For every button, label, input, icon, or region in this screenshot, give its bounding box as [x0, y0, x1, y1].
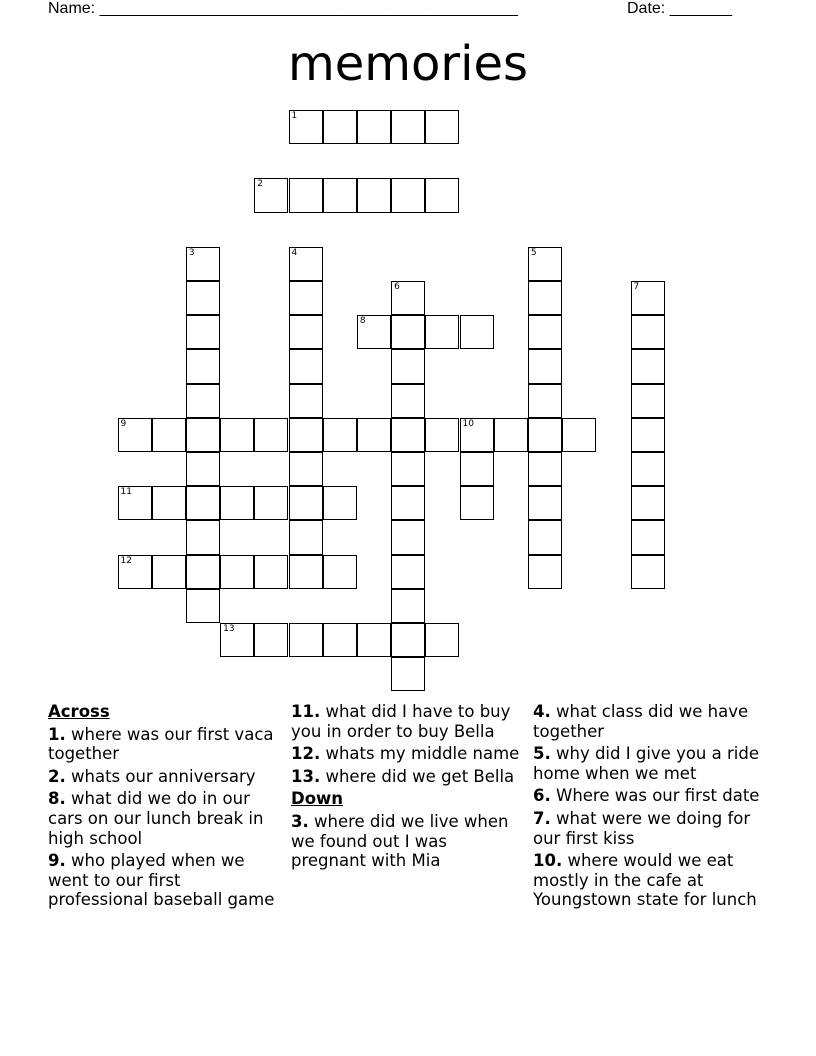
- grid-cell[interactable]: [631, 452, 665, 486]
- grid-cell[interactable]: [220, 418, 254, 452]
- clue-number: 9.: [48, 851, 66, 871]
- clue-number: 8.: [48, 789, 66, 809]
- clue-number-label: 3: [188, 247, 195, 258]
- across-heading: Across: [48, 702, 110, 721]
- grid-cell[interactable]: [186, 349, 220, 383]
- clues-column-1: [48, 702, 278, 913]
- grid-cell[interactable]: [289, 281, 323, 315]
- grid-cell[interactable]: [254, 178, 288, 212]
- clue-number: 13.: [291, 766, 321, 786]
- grid-cell[interactable]: [425, 623, 459, 657]
- name-field[interactable]: Name: _______________________________________________: [48, 0, 518, 17]
- grid-cell[interactable]: [186, 247, 220, 281]
- clue-number-label: 7: [633, 282, 640, 292]
- grid-cell[interactable]: [391, 315, 425, 349]
- grid-cell[interactable]: [254, 486, 288, 520]
- clue-down-3: [291, 812, 526, 871]
- grid-cell[interactable]: [357, 418, 391, 452]
- grid-cell[interactable]: [631, 281, 665, 315]
- grid-cell[interactable]: [186, 315, 220, 349]
- clue-number-label: 10: [462, 418, 474, 429]
- grid-cell[interactable]: [391, 657, 425, 691]
- grid-cell[interactable]: [323, 486, 357, 520]
- down-heading: Down: [291, 789, 344, 809]
- clue-number: 3.: [291, 811, 309, 831]
- clue-number-label: 1: [291, 111, 298, 121]
- clue-down-7: [533, 809, 768, 848]
- clue-across-12: [291, 744, 526, 764]
- grid-cell[interactable]: [357, 178, 391, 212]
- grid-cell[interactable]: [357, 623, 391, 657]
- grid-cell[interactable]: [391, 384, 425, 418]
- grid-cell[interactable]: [425, 315, 459, 349]
- clue-text: who played when we went to our first professional baseball game: [48, 851, 275, 910]
- clue-text: where was our first vaca together: [48, 724, 274, 764]
- clue-number: 5.: [533, 744, 551, 764]
- clue-down-6: [533, 786, 768, 806]
- grid-cell[interactable]: [186, 486, 220, 520]
- clue-text: why did I give you a ride home when we met: [533, 744, 759, 783]
- grid-cell[interactable]: [391, 520, 425, 554]
- grid-cell[interactable]: [186, 281, 220, 315]
- grid-cell[interactable]: [391, 281, 425, 315]
- grid-cell[interactable]: [289, 623, 323, 657]
- grid-cell[interactable]: [631, 418, 665, 452]
- grid-cell[interactable]: [186, 418, 220, 452]
- clue-across-9: [48, 851, 278, 910]
- clue-text: Where was our first date: [556, 786, 760, 806]
- clue-text: what class did we have together: [533, 702, 749, 741]
- clue-down-10: [533, 851, 768, 910]
- grid-cell[interactable]: [186, 589, 220, 623]
- grid-cell[interactable]: [391, 178, 425, 212]
- clue-number-label: 12: [120, 555, 132, 566]
- grid-cell[interactable]: [289, 178, 323, 212]
- grid-cell[interactable]: [631, 315, 665, 349]
- clue-across-13: [291, 767, 526, 787]
- grid-cell[interactable]: [254, 555, 288, 589]
- grid-cell[interactable]: [391, 452, 425, 486]
- grid-cell[interactable]: [528, 520, 562, 554]
- grid-cell[interactable]: [425, 418, 459, 452]
- clue-text: where would we eat mostly in the cafe at Youngstown state for lunch: [533, 851, 757, 910]
- grid-cell[interactable]: [631, 349, 665, 383]
- clue-across-2: [48, 767, 278, 787]
- clue-down-4: [533, 702, 768, 741]
- grid-cell[interactable]: [460, 486, 494, 520]
- grid-cell[interactable]: [186, 452, 220, 486]
- clue-text: what did I have to buy you in order to buy Bella: [291, 702, 511, 741]
- clue-number-label: 5: [530, 247, 537, 258]
- clue-text: whats our anniversary: [71, 766, 256, 786]
- clue-text: where did we get Bella: [325, 766, 515, 786]
- grid-cell[interactable]: [460, 315, 494, 349]
- grid-cell[interactable]: [220, 555, 254, 589]
- grid-cell[interactable]: [528, 384, 562, 418]
- clues-column-3: [533, 702, 768, 913]
- clue-number-label: 8: [359, 316, 366, 327]
- grid-cell[interactable]: [425, 110, 459, 144]
- clue-number: 7.: [533, 808, 551, 828]
- grid-cell[interactable]: [289, 555, 323, 589]
- clue-number: 1.: [48, 724, 66, 744]
- grid-cell[interactable]: [631, 384, 665, 418]
- grid-cell[interactable]: [631, 486, 665, 520]
- grid-cell[interactable]: [391, 555, 425, 589]
- grid-cell[interactable]: [357, 315, 391, 349]
- grid-cell[interactable]: [118, 418, 152, 452]
- grid-cell[interactable]: [528, 349, 562, 383]
- grid-cell[interactable]: [254, 623, 288, 657]
- grid-cell[interactable]: [323, 418, 357, 452]
- grid-cell[interactable]: [528, 418, 562, 452]
- grid-cell[interactable]: [254, 418, 288, 452]
- grid-cell[interactable]: [289, 247, 323, 281]
- clue-number-label: 13: [223, 624, 235, 634]
- grid-cell[interactable]: [391, 418, 425, 452]
- grid-cell[interactable]: [186, 384, 220, 418]
- grid-cell[interactable]: [460, 418, 494, 452]
- grid-cell[interactable]: [186, 520, 220, 554]
- grid-cell[interactable]: [118, 486, 152, 520]
- grid-cell[interactable]: [528, 281, 562, 315]
- clue-across-8: [48, 789, 278, 848]
- grid-cell[interactable]: [289, 349, 323, 383]
- clue-number: 4.: [533, 702, 551, 721]
- grid-cell[interactable]: [152, 486, 186, 520]
- puzzle-title: memories: [287, 36, 529, 92]
- grid-cell[interactable]: [528, 452, 562, 486]
- grid-cell[interactable]: [528, 486, 562, 520]
- clue-number-label: 4: [291, 247, 298, 258]
- clue-number: 12.: [291, 744, 321, 764]
- clue-text: what were we doing for our first kiss: [533, 808, 751, 848]
- grid-cell[interactable]: [528, 247, 562, 281]
- grid-cell[interactable]: [391, 110, 425, 144]
- grid-cell[interactable]: [289, 520, 323, 554]
- clue-number: 6.: [533, 786, 551, 806]
- grid-cell[interactable]: [289, 110, 323, 144]
- grid-cell[interactable]: [391, 486, 425, 520]
- grid-cell[interactable]: [289, 315, 323, 349]
- grid-cell[interactable]: [494, 418, 528, 452]
- grid-cell[interactable]: [289, 384, 323, 418]
- grid-cell[interactable]: [528, 555, 562, 589]
- clue-number: 11.: [291, 702, 321, 721]
- grid-cell[interactable]: [391, 349, 425, 383]
- grid-cell[interactable]: [631, 555, 665, 589]
- grid-cell[interactable]: [391, 623, 425, 657]
- grid-cell[interactable]: [323, 623, 357, 657]
- grid-cell[interactable]: [323, 555, 357, 589]
- clue-across-11: [291, 702, 526, 741]
- date-field[interactable]: Date: _______: [627, 0, 732, 17]
- clue-down-5: [533, 744, 768, 783]
- grid-cell[interactable]: [391, 589, 425, 623]
- grid-cell[interactable]: [289, 452, 323, 486]
- grid-cell[interactable]: [220, 486, 254, 520]
- grid-cell[interactable]: [152, 418, 186, 452]
- grid-cell[interactable]: [289, 486, 323, 520]
- clue-number-label: 6: [394, 282, 400, 292]
- grid-cell[interactable]: [460, 452, 494, 486]
- grid-cell[interactable]: [357, 110, 391, 144]
- clue-number: 10.: [533, 851, 563, 871]
- clue-text: whats my middle name: [325, 744, 520, 764]
- grid-cell[interactable]: [118, 555, 152, 589]
- clue-across-1: [48, 725, 278, 764]
- clue-text: where did we live when we found out I was pregnant with Mia: [291, 811, 509, 871]
- clue-number-label: 2: [257, 179, 264, 190]
- grid-cell[interactable]: [631, 520, 665, 554]
- clues-column-2: [291, 702, 526, 874]
- grid-cell[interactable]: [528, 315, 562, 349]
- grid-cell[interactable]: [186, 555, 220, 589]
- clue-number-label: 11: [120, 487, 132, 498]
- grid-cell[interactable]: [425, 178, 459, 212]
- grid-cell[interactable]: [152, 555, 186, 589]
- grid-cell[interactable]: [220, 623, 254, 657]
- grid-cell[interactable]: [562, 418, 596, 452]
- grid-cell[interactable]: [323, 178, 357, 212]
- grid-cell[interactable]: [323, 110, 357, 144]
- clue-text: what did we do in our cars on our lunch break in high school: [48, 789, 264, 848]
- clue-number: 2.: [48, 766, 66, 786]
- clue-number-label: 9: [120, 418, 127, 429]
- grid-cell[interactable]: [289, 418, 323, 452]
